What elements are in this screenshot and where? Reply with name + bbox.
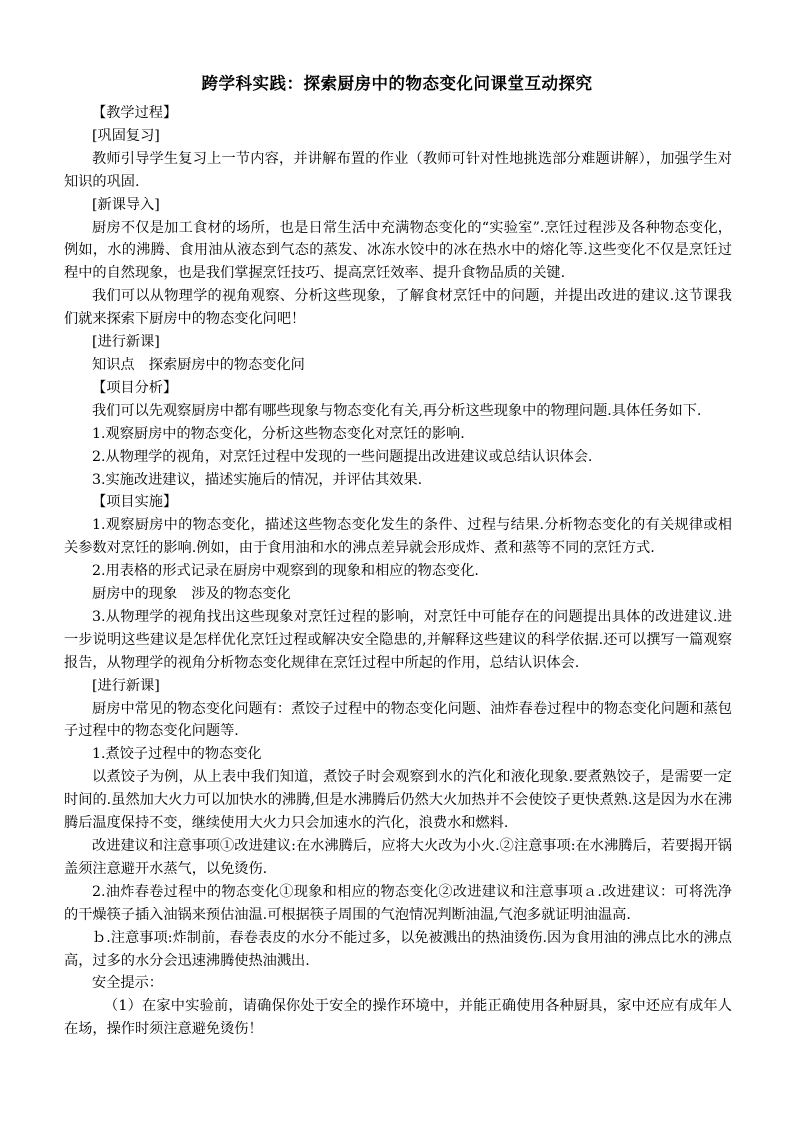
implementation-item-3: 3.从物理学的视角找出这些现象对烹饪过程的影响，对烹饪中可能存在的问题提出具体的改进建议.进一步说明这些建议是怎样优化烹饪过程或解决安全隐患的,并解释这些建议的科学依据.还可以撰写一篇观察报告，从物理学的视角分析物态变化规律在烹饪过程中所起的作用，总结认识体会. — [64, 608, 732, 671]
table-header-line: 厨房中的现象 涉及的物态变化 — [92, 586, 291, 603]
paragraph-spring-rolls-notes: ｂ.注意事项:炸制前，春卷表皮的水分不能过多，以免被溅出的热油烫伤.因为食用油的沸点比水的沸点高，过多的水分会迅速沸腾使热油溅出. — [64, 929, 732, 969]
implementation-item-1: 1.观察厨房中的物态变化，描述这些物态变化发生的条件、过程与结果.分析物态变化的有关规律或相关参数对烹饪的影响.例如，由于食用油和水的沸点差异就会形成炸、煮和蒸等不同的烹饪方式. — [64, 517, 732, 557]
paragraph-project-analysis: 我们可以先观察厨房中都有哪些现象与物态变化有关,再分析这些现象中的物理问题.具体任务如下. — [92, 402, 702, 419]
paragraph-introduction: 厨房不仅是加工食材的场所，也是日常生活中充满物态变化的“实验室”.烹饪过程涉及各种物态变化，例如，水的沸腾、食用油从液态到气态的蒸发、冰冻水饺中的冰在热水中的熔化等.这些变化不仅是烹饪过程中的自然现象，也是我们掌握烹饪技巧、提高烹饪效率、提升食物品质的关键. — [64, 219, 732, 282]
knowledge-point: 知识点 探索厨房中的物态变化问 — [92, 356, 305, 373]
subheading-new-lesson: [进行新课] — [92, 334, 160, 351]
task-item-3: 3.实施改进建议，描述实施后的情况，并评估其效果. — [92, 471, 423, 488]
section-heading-project-implementation: 【项目实施】 — [92, 494, 178, 511]
paragraph-introduction-2: 我们可以从物理学的视角观察、分析这些现象，了解食材烹饪中的问题，并提出改进的建议.这节课我们就来探索下厨房中的物态变化问吧！ — [64, 288, 732, 328]
task-item-1: 1.观察厨房中的物态变化，分析这些物态变化对烹饪的影响. — [92, 425, 465, 442]
subheading-introduction: [新课导入] — [92, 196, 160, 213]
safety-heading: 安全提示： — [92, 975, 163, 992]
paragraph-dumplings: 以煮饺子为例，从上表中我们知道，煮饺子时会观察到水的汽化和液化现象.要煮熟饺子，是需要一定时间的.虽然加大火力可以加快水的沸腾,但是水沸腾后仍然大火加热并不会使饺子更快煮熟.这是因为水在沸腾后温度保持不变，继续使用大火力只会加速水的汽化，浪费水和燃料. — [64, 769, 732, 832]
document-body — [64, 102, 732, 1041]
section-heading-project-analysis: 【项目分析】 — [92, 379, 178, 396]
paragraph-common-problems: 厨房中常见的物态变化问题有：煮饺子过程中的物态变化问题、油炸春卷过程中的物态变化问题和蒸包子过程中的物态变化问题等. — [64, 700, 732, 740]
paragraph-spring-rolls: 2.油炸春卷过程中的物态变化①现象和相应的物态变化②改进建议和注意事项ａ.改进建议：可将洗净的干燥筷子插入油锅来预估油温.可根据筷子周围的气泡情况判断油温,气泡多就证明油温高. — [64, 883, 732, 923]
safety-item-1: （1）在家中实验前，请确保你处于安全的操作环境中，并能正确使用各种厨具，家中还应有成年人在场，操作时须注意避免烫伤！ — [64, 998, 732, 1038]
paragraph-dumplings-advice: 改进建议和注意事项①改进建议:在水沸腾后，应将大火改为小火.②注意事项:在水沸腾后，若要揭开锅盖须注意避开水蒸气，以免烫伤. — [64, 838, 732, 877]
subheading-review: [巩固复习] — [92, 127, 160, 144]
section-heading-teaching-process: 【教学过程】 — [92, 105, 178, 121]
subheading-new-lesson-2: [进行新课] — [92, 677, 160, 694]
implementation-item-2: 2.用表格的形式记录在厨房中观察到的现象和相应的物态变化. — [92, 563, 479, 580]
heading-dumplings: 1.煮饺子过程中的物态变化 — [92, 746, 262, 763]
document-title: 跨学科实践：探索厨房中的物态变化问课堂互动探究 — [201, 74, 593, 93]
task-item-2: 2.从物理学的视角，对烹饪过程中发现的一些问题提出改进建议或总结认识体会. — [92, 448, 593, 465]
paragraph-review: 教师引导学生复习上一节内容，并讲解布置的作业（教师可针对性地挑选部分难题讲解），加强学生对知识的巩固. — [64, 150, 732, 190]
